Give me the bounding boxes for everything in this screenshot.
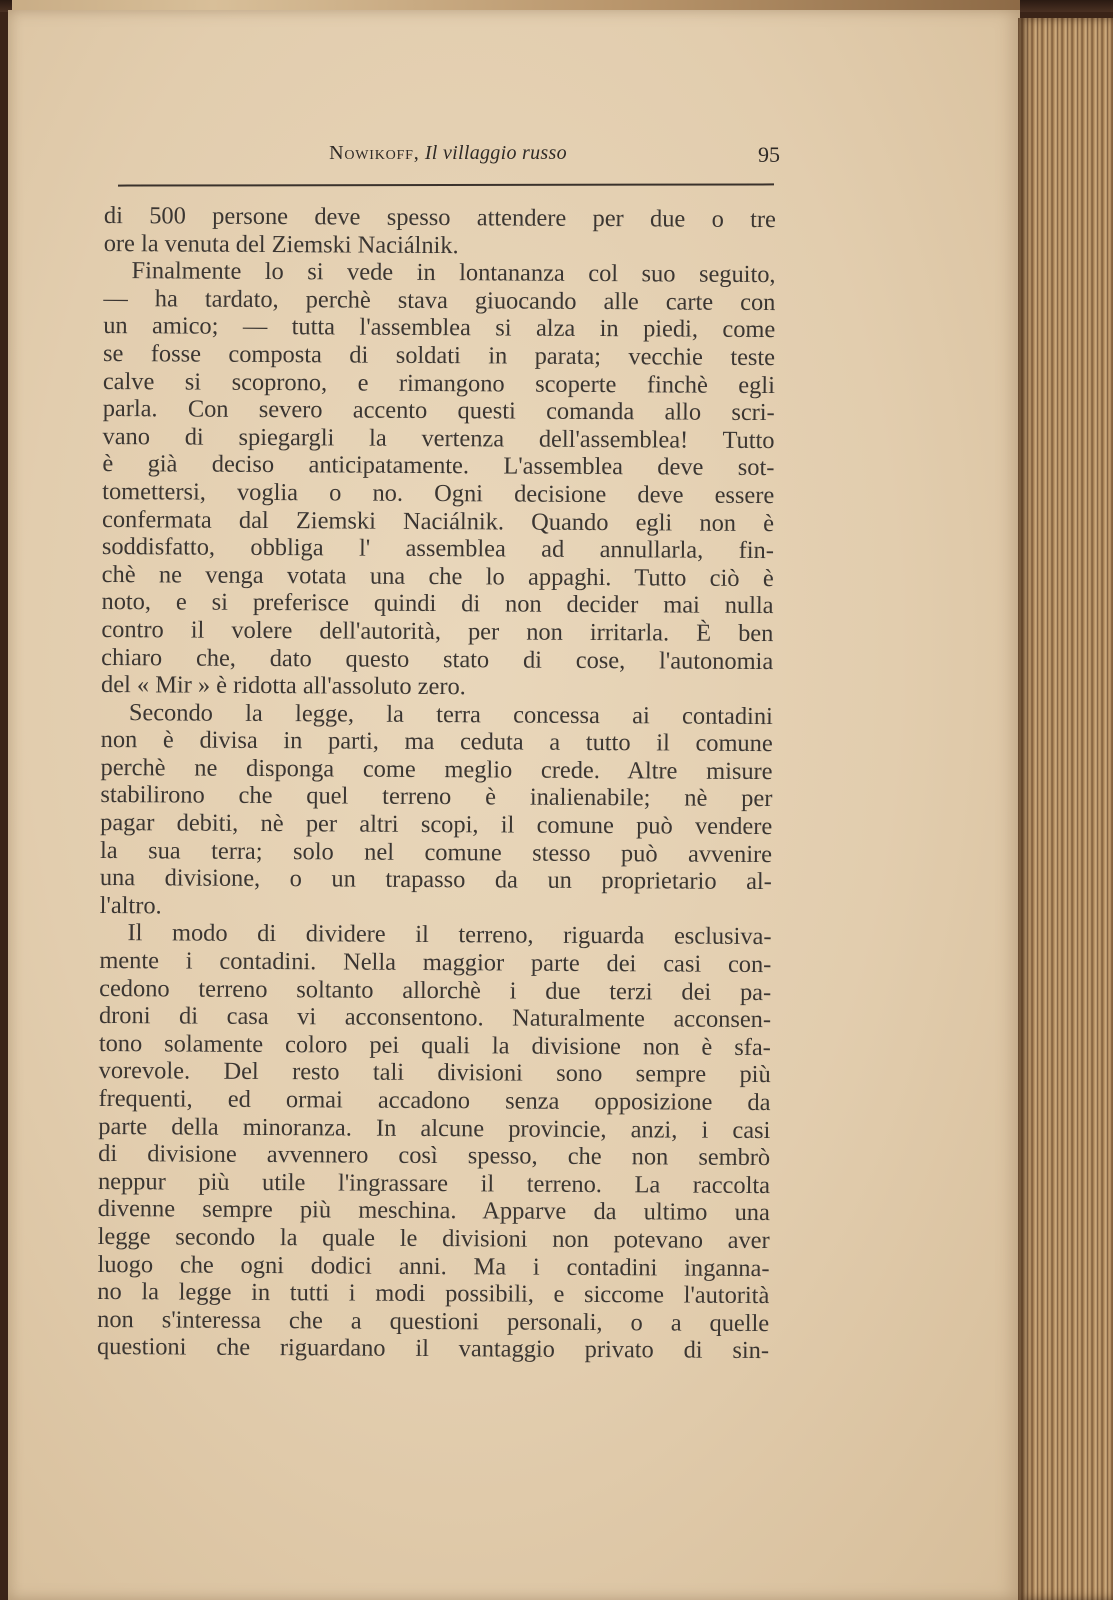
running-author: Nowikoff, (329, 142, 420, 164)
text-line: tono solamente coloro pei quali la divisione non è sfa- (98, 1029, 771, 1061)
page-number: 95 (758, 142, 780, 167)
text-line: chiaro che, dato questo stato di cose, l'autonomia (101, 643, 774, 675)
text-line: divenne sempre più meschina. Apparve da ultimo una (97, 1195, 770, 1227)
text-line: pagar debiti, nè per altri scopi, il comune può vendere (100, 809, 773, 841)
text-line: neppur più utile l'ingrassare il terreno. La raccolta (97, 1167, 771, 1199)
book-page (8, 10, 1020, 1600)
text-line: del « Mir » è ridotta all'assoluto zero. (100, 671, 466, 701)
text-line: legge secondo la quale le divisioni non potevano aver (97, 1222, 770, 1255)
text-line: no la legge in tutti i modi possibili, e siccome l'autorità (97, 1278, 770, 1310)
running-title (118, 142, 778, 165)
text-line: tomettersi, voglia o no. Ogni decisione deve essere (102, 477, 775, 510)
text-line: luogo che ogni dodici anni. Ma i contadini inganna- (97, 1250, 770, 1282)
text-line: è già deciso anticipatamente. L'assemblea deve sot- (102, 450, 775, 482)
text-line: Secondo la legge, la terra concessa ai contadini (128, 698, 773, 730)
text-line: un amico; — tutta l'assemblea si alza in piedi, come (103, 312, 776, 344)
running-work-title: Il villaggio russo (424, 142, 567, 164)
running-header (118, 138, 778, 168)
text-line: parla. Con severo accento questi comanda allo scri- (102, 395, 775, 427)
text-line: di divisione avvennero così spesso, che non sembrò (98, 1140, 771, 1172)
text-line: cedono terreno soltanto allorchè i due terzi dei pa- (99, 974, 772, 1006)
text-line: Finalmente lo si vede in lontananza col suo seguito, (131, 257, 776, 289)
header-rule (118, 183, 774, 186)
text-line: parte della minoranza. In alcune provincie, anzi, i casi (98, 1112, 771, 1144)
text-line: confermata dal Ziemski Naciálnik. Quando egli non è (101, 505, 775, 537)
text-line: frequenti, ed ormai accadono senza opposizione da (98, 1084, 771, 1117)
book-fore-edge (1018, 18, 1113, 1600)
text-line: non s'interessa che a questioni personali, o a quelle (97, 1305, 770, 1337)
text-line: contro il volere dell'autorità, per non irritarla. È ben (101, 615, 774, 648)
text-line: stabilirono che quel terreno è inalienabile; nè per (100, 781, 773, 813)
text-line: perchè ne disponga come meglio crede. Altre misure (100, 753, 773, 785)
text-line: questioni che riguardano il vantaggio privato di sin- (96, 1333, 770, 1365)
text-line: noto, e si preferisce quindi di non decider mai nulla (101, 588, 774, 620)
text-line: — ha tardato, perchè stava giuocando alle carte con (103, 284, 776, 316)
text-line: vano di spiegargli la vertenza dell'assemblea! Tutto (102, 422, 775, 454)
text-line: vorevole. Del resto tali divisioni sono sempre più (98, 1057, 771, 1089)
text-line: la sua terra; solo nel comune stesso può avvenire (99, 836, 773, 868)
text-line: mente i contadini. Nella maggior parte dei casi con- (99, 947, 772, 979)
text-line: soddisfatto, obbliga l' assemblea ad annullarla, fin- (101, 533, 774, 565)
text-line: di 500 persone deve spesso attendere per due o tre (103, 202, 776, 234)
body-text (97, 202, 776, 1365)
text-line: ore la venuta del Ziemski Naciálnik. (103, 229, 459, 259)
text-line: non è divisa in parti, ma ceduta a tutto il comune (100, 726, 773, 758)
text-line: se fosse composta di soldati in parata; vecchie teste (102, 339, 776, 372)
text-line: droni di casa vi acconsentono. Naturalmente acconsen- (98, 1002, 772, 1034)
text-line: chè ne venga votata una che lo appaghi. Tutto ciò è (101, 560, 774, 592)
text-line: calve si scoprono, e rimangono scoperte finchè egli (102, 367, 775, 399)
text-line: una divisione, o un trapasso da un proprietario al- (99, 864, 772, 896)
text-line: Il modo di dividere il terreno, riguarda esclusiva- (127, 919, 772, 951)
text-line: l'altro. (99, 891, 162, 920)
